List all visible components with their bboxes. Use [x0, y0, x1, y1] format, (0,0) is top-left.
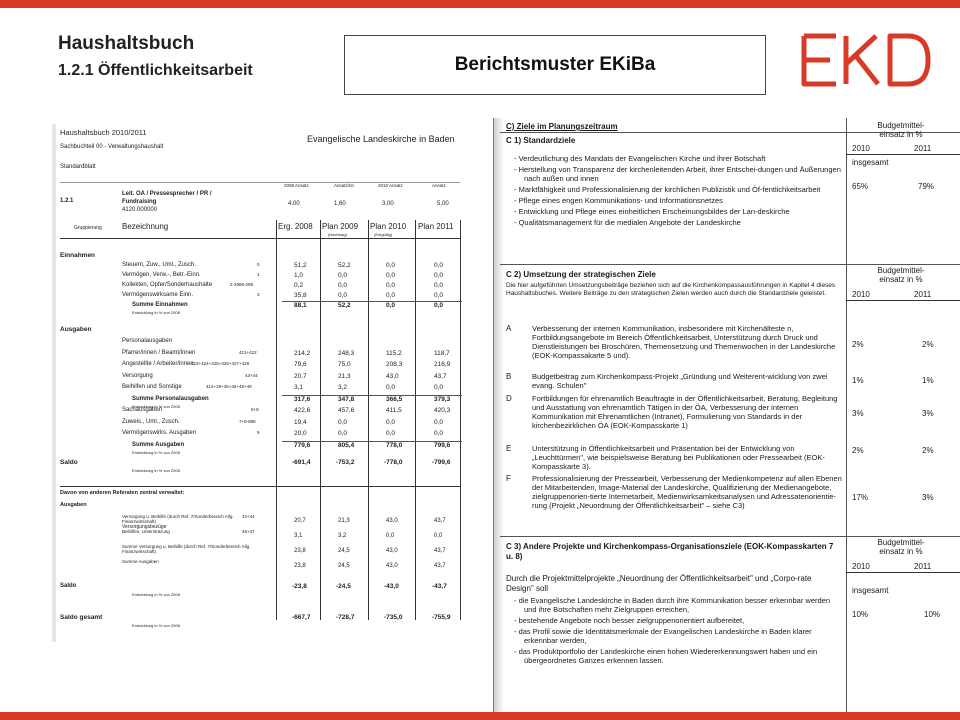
scan-edge: [494, 118, 504, 712]
row-value: 799,6: [434, 441, 451, 449]
row-group-code: 46+47: [242, 529, 255, 534]
row-group-code: 5+6: [251, 407, 259, 412]
c2-pct-2011: 2%: [922, 340, 934, 349]
row-entwicklung: Entwicklung in % von 2008: [132, 592, 180, 597]
row-label: Summe Einnahmen: [132, 302, 188, 308]
row-value: 20,7: [294, 372, 307, 380]
c3-goal-item: - die Evangelische Landeskirche in Baden durch ihre Kommunikation besser erkennbar werden und ihre Botschaften mehr Zielgruppen erreichen,: [514, 596, 831, 614]
row-value: 52,2: [338, 262, 351, 269]
c2-item-text: Fortbildungen für ehrenamtlich Beauftragte in der Öffentlichkeitsarbeit, Beratung, Begleitung und Ausstattung von ehrenamtlich Tätigen in der ÖA, Verbesserung der internen Kommunikation mit Ehrenamtlichen (Intranet), Formulierung von Standards in der kirchenbezirklichen ÖA (EOK-Kompasskarte 1): [532, 394, 838, 430]
row-value: 0,0: [386, 292, 396, 299]
row-group-code: 7+8-888: [239, 418, 256, 424]
saldo2-value: -43,0: [384, 583, 399, 590]
section-davon: Davon von anderen Referaten zentral verwaltet:: [60, 490, 185, 496]
c1-goal-item: - Marktfähigkeit und Professionalisierung der kirchlichen Publizistik und Öf-fentlichkeitsarbeit: [514, 185, 821, 194]
item-leit: Leit. OA / Pressesprecher / PR /: [122, 191, 212, 197]
row-value: 52,2: [338, 302, 351, 309]
col-head: Ansatz/Ist: [334, 183, 354, 188]
row-value: 3,2: [338, 384, 348, 391]
saldo-value: -753,2: [336, 459, 355, 466]
saldo-gesamt-value: -735,0: [384, 614, 403, 621]
saldo2-value: -24,5: [336, 583, 351, 590]
row-value: 457,6: [338, 407, 355, 414]
row-value: 0,0: [386, 418, 396, 426]
row-value: 208,3: [386, 361, 403, 368]
row-value: 43,7: [434, 518, 446, 524]
row-value: 422,6: [294, 407, 311, 414]
row-label: Summe Ausgaben: [122, 559, 159, 564]
c2-item-text: Budgetbeitrag zum Kirchenkompass-Projekt „Gründung und Weiterent-wicklung von zwei evang. Schulen": [532, 372, 828, 390]
row-value: 0,0: [338, 282, 348, 289]
c2-item-key: F: [506, 474, 511, 483]
item-fund: Fundraising: [122, 199, 157, 205]
row-label: Summe Versorgung u. Beihilfe (durch Ref. 7/Sonderbereich Allg. Finanzwirtschaft): [122, 544, 251, 554]
row-value: 0,0: [386, 262, 396, 269]
row-value: 24,5: [338, 563, 350, 569]
c2-item-key: A: [506, 324, 512, 333]
row-entwicklung: Entwicklung in % von 2008: [132, 623, 180, 628]
row-value: 43,7: [434, 372, 447, 380]
year-2010-c2: 2010: [852, 290, 870, 299]
section-einnahmen: Einnahmen: [60, 252, 96, 259]
saldo-gesamt-value: -667,7: [292, 614, 311, 621]
item-num: 4120.000000: [122, 207, 158, 213]
col-divider: [846, 118, 847, 712]
c2-item-key: E: [506, 444, 512, 453]
row-entwicklung: Entwicklung in % von 2008: [132, 449, 180, 455]
row-value: 0,2: [294, 282, 304, 289]
row-label: Personalausgaben: [122, 338, 173, 344]
row-value: 214,2: [294, 349, 311, 357]
c2-item-text: Professionalisierung der Pressearbeit, Verbesserung der Medienkompetenz auf allen Ebenen der Mitarbeitenden, Image-Material der Landeskirche, Qualifizierung der Medienangebote, zielgruppenorien-tierte Internetarbeit, Medienwirksamkeitsanalysen und Adressatenorientie-rung (Projekt „Neuordnung der Öffentlichkeitsarbeit" – siehe C3): [532, 474, 842, 510]
row-saldo-label: Saldo: [60, 459, 78, 466]
row-value: 0,0: [386, 430, 396, 437]
row-group-code: 0: [257, 262, 260, 267]
col-head: 2010 Ansatz: [378, 183, 403, 188]
c2-intro: Die hier aufgeführten Umsetzungsbeiträge beziehen sich auf die Kirchenkompassausführungen in Kapitel 4 dieses Haushaltsbuches. Weitere Beiträge zu den strategischen Zielen werden auch durch die Standardziele geleistet.: [506, 282, 836, 297]
col-sub: (Entgültig): [374, 232, 393, 237]
table-head-left: Haushaltsbuch 2010/2011: [60, 128, 147, 137]
row-value: 0,0: [434, 384, 444, 391]
row-value: 0,0: [434, 282, 444, 289]
saldo2-value: -23,8: [292, 583, 307, 590]
report-template-title: Berichtsmuster EKiBa: [454, 54, 656, 75]
c-title: C) Ziele im Planungszeitraum: [506, 122, 618, 131]
table-blatt: Standardblatt: [60, 164, 96, 170]
row-value: 0,0: [386, 302, 396, 309]
row-value: 0,0: [434, 262, 444, 269]
c1-goal-item: - Qualitätsmanagement für die medialen Angebote der Landeskirche: [514, 218, 741, 227]
row-value: 420,3: [434, 407, 451, 414]
top-val: 5,00: [437, 201, 449, 207]
c2-pct-2011: 1%: [922, 376, 934, 385]
col-head: 2008 Ansatz: [284, 183, 309, 188]
scan-edge: [52, 124, 56, 642]
top-val: 1,60: [334, 201, 346, 207]
row-label: Steuern, Zuw., Uml., Zusch.: [122, 262, 197, 268]
row-entwicklung: Entwicklung in % von 2008: [132, 468, 180, 473]
c3-intro: Durch die Projektmittelprojekte „Neuordnung der Öffentlichkeitsarbeit" und „Corpo-rate Design" soll: [506, 574, 812, 593]
row-group-code: 421+422: [239, 349, 257, 355]
c1-pct-2010: 65%: [852, 182, 869, 191]
row-label: Pfarrer/innen / Beamt/innen: [122, 349, 196, 356]
saldo-value: -799,6: [432, 459, 451, 466]
c3-title: C 3) Andere Projekte und Kirchenkompass-Organisationsziele (EOK-Kompasskarten 7 u. 8): [506, 542, 834, 561]
row-value: 43,0: [386, 518, 398, 524]
divider: [60, 486, 460, 487]
item-code: 1.2.1: [60, 198, 74, 204]
saldo-value: -691,4: [292, 459, 311, 466]
insgesamt-c1: insgesamt: [852, 158, 889, 167]
sum-underline: [282, 395, 462, 396]
row-value: 248,3: [338, 349, 355, 357]
row-value: 20,7: [294, 518, 306, 524]
row-value: 0,0: [434, 418, 444, 426]
row-label: Sachausgaben: [122, 407, 163, 413]
c2-pct-2010: 1%: [852, 376, 864, 385]
col-divider: [368, 220, 369, 620]
row-value: 0,0: [338, 272, 348, 279]
c2-item-text: Unterstützung in Öffentlichkeitsarbeit und Präsentation bei der Entwicklung von „Leuchttürmen", wie beispielsweise Beratung bei Publikationen oder Pressearbeit (EOK-Kompasskarte 3).: [532, 444, 825, 471]
top-accent-bar: [0, 0, 960, 8]
row-value: 23,8: [294, 548, 306, 554]
divider: [846, 572, 960, 573]
row-value: 19,4: [294, 418, 307, 426]
row-value: 0,0: [386, 282, 396, 289]
c3-goal-item: - das Produktportfolio der Landeskirche einen hohen Wiedererkennungswert haben und ein übergeordnetes Ganzes erkennen lassen.: [514, 647, 818, 665]
table-head-right: Evangelische Landeskirche in Baden: [307, 134, 455, 144]
row-value: 366,5: [386, 395, 403, 403]
row-value: 0,0: [434, 302, 444, 309]
c1-goal-item: - Entwicklung und Pflege eines einheitlichen Erscheinungsbildes der Lan-deskirche: [514, 207, 790, 216]
divider: [500, 264, 960, 265]
row-value: 0,0: [338, 418, 348, 426]
c1-pct-2011: 79%: [918, 182, 935, 191]
row-entwicklung: Entwicklung in % von 2008: [132, 403, 180, 409]
saldo2-value: -43,7: [432, 583, 447, 590]
row-label: Vermögenswirksame Einn.: [122, 292, 194, 298]
row-value: 118,7: [434, 349, 450, 357]
row-value: 24,5: [338, 548, 350, 554]
row-label: Summe Personalausgaben: [132, 395, 209, 402]
row-value: 0,0: [434, 533, 443, 539]
row-group-code: 9: [257, 430, 260, 435]
col-sub: (Nachtrag): [328, 232, 347, 237]
c2-title: C 2) Umsetzung der strategischen Ziele: [506, 270, 656, 279]
row-sublabel: Versorgungsbezüge: [122, 524, 167, 530]
col-erg: Erg. 2008: [278, 222, 313, 231]
row-label: Beihilfen, Unterstützung: [122, 529, 170, 534]
col-plan10: Plan 2010: [370, 222, 407, 231]
row-value: 411,5: [386, 407, 402, 414]
row-group-code: 43+44: [245, 372, 258, 378]
divider: [846, 300, 960, 301]
row-value: 805,4: [338, 441, 355, 449]
row-label: Angestellte / Arbeiter/innen: [122, 361, 194, 367]
year-2011-c2: 2011: [914, 290, 932, 299]
c2-pct-2010: 3%: [852, 409, 864, 418]
col-plan11: Plan 2011: [418, 222, 454, 231]
col-divider: [460, 220, 461, 620]
row-group-code: 423+424+425+426+427+429: [191, 361, 250, 366]
c2-item-text: Verbesserung der internen Kommunikation, insbesondere mit Kirchenälteste n, Fortbildungsangebote im Bereich Öffentlichkeitsarbeit, Unterstützung durch Druck und Dienstleistungen bei Broschüren, Themensetzung und Themenwochen in der Landeskirche (EOK-Kompassakarte 5 und).: [532, 324, 836, 360]
saldo-gesamt-value: -755,9: [432, 614, 451, 621]
c2-pct-2010: 2%: [852, 340, 864, 349]
c2-pct-2011: 3%: [922, 493, 934, 502]
row-label: Beihilfen und Sonstige: [122, 384, 182, 390]
slide-subtitle: 1.2.1 Öffentlichkeitsarbeit: [58, 62, 253, 79]
row-value: 88,1: [294, 302, 307, 309]
row-label: Versorgung: [122, 372, 153, 379]
row-value: 3,1: [294, 533, 303, 539]
top-val: 3,00: [382, 201, 394, 207]
sum-underline: [282, 301, 462, 302]
sum-underline: [282, 441, 462, 442]
row-value: 216,9: [434, 361, 451, 368]
c3-goal-item: - das Profil sowie die Identitätsmerkmale der Evangelischen Landeskirche in Baden klarer erkennbar werden,: [514, 627, 812, 645]
row-value: 0,0: [386, 272, 396, 279]
row-value: 347,8: [338, 395, 355, 403]
row-label: Vermögen, Verw.-, Betr.-Einn.: [122, 272, 201, 278]
year-2010-c3: 2010: [852, 562, 870, 571]
row-saldo-gesamt-label: Saldo gesamt: [60, 614, 103, 621]
section-ausgaben-2: Ausgaben: [60, 502, 87, 508]
row-value: 75,0: [338, 361, 351, 368]
c1-goal-item: - Herstellung von Transparenz der kirchenleitenden Arbeit, ihrer Entschei-dungen und Äußerungen nach außen und innen: [514, 165, 841, 183]
c2-item-key: D: [506, 394, 512, 403]
row-value: 0,0: [386, 384, 396, 391]
report-template-box: [344, 35, 766, 95]
col-gruppierung: Gruppierung: [74, 225, 102, 231]
row-value: 43,7: [434, 563, 446, 569]
row-group-code: 43+44: [242, 514, 255, 519]
row-value: 79,6: [294, 361, 307, 368]
row-value: 51,2: [294, 262, 307, 269]
year-2011-c3: 2011: [914, 562, 932, 571]
row-value: 43,0: [386, 372, 399, 380]
year-2010: 2010: [852, 144, 870, 153]
budget-table-scan: [52, 124, 466, 642]
c1-goal-item: - Verdeutlichung des Mandats der Evangelischen Kirche und ihrer Botschaft: [514, 154, 766, 163]
slide-title: Haushaltsbuch: [58, 33, 195, 54]
row-value: 0,0: [434, 430, 444, 437]
row-saldo2-label: Saldo: [60, 583, 77, 589]
row-label: Summe Ausgaben: [132, 441, 185, 448]
row-value: 43,0: [386, 548, 398, 554]
row-value: 317,6: [294, 395, 311, 403]
row-value: 0,0: [338, 292, 348, 299]
row-group-code: 2-2985-299: [230, 282, 254, 287]
goals-scan: [493, 118, 960, 712]
row-value: 43,7: [434, 548, 446, 554]
col-bezeichnung: Bezeichnung: [122, 222, 169, 231]
divider: [846, 154, 960, 155]
col-divider: [276, 220, 277, 620]
row-value: 1,0: [294, 272, 304, 279]
year-2011: 2011: [914, 144, 932, 153]
insgesamt-c3: insgesamt: [852, 586, 889, 595]
c2-item-key: B: [506, 372, 512, 381]
row-group-code: 3: [257, 292, 260, 297]
row-label: Zuweis., Uml., Zusch.: [122, 418, 180, 425]
row-label: Kollekten, Opfer/Sonderhaushalte: [122, 282, 213, 288]
table-sachbuch: Sachbuchteil 00 - Verwaltungshaushalt: [60, 144, 164, 150]
budget-head-c3: Budgetmittel-einsatz in %: [877, 538, 925, 556]
col-divider: [415, 220, 416, 620]
row-value: 35,8: [294, 292, 307, 299]
row-value: 0,0: [338, 430, 348, 437]
row-value: 21,3: [338, 518, 350, 524]
row-value: 379,3: [434, 395, 451, 403]
c2-pct-2010: 2%: [852, 446, 864, 455]
row-value: 779,6: [294, 441, 311, 449]
row-value: 20,0: [294, 430, 307, 437]
c1-goal-item: - Pflege eines engen Kommunikations- und Informationsnetzes: [514, 196, 723, 205]
row-value: 21,3: [338, 372, 351, 380]
row-value: 3,2: [338, 533, 347, 539]
row-value: 43,0: [386, 563, 398, 569]
col-divider: [320, 220, 321, 620]
budget-head-c1: Budgetmittel-einsatz in %: [877, 121, 925, 139]
row-value: 0,0: [386, 533, 395, 539]
saldo-value: -778,0: [384, 459, 403, 466]
ekd-logo-icon: [800, 30, 935, 90]
row-group-code: 414+29+45+46+48+49: [206, 384, 252, 389]
divider: [500, 536, 960, 537]
bottom-accent-bar: [0, 712, 960, 720]
c2-pct-2011: 2%: [922, 446, 934, 455]
row-value: 115,2: [386, 349, 402, 357]
col-plan09: Plan 2009: [322, 222, 359, 231]
section-ausgaben: Ausgaben: [60, 326, 92, 333]
row-value: 3,1: [294, 384, 304, 391]
saldo-gesamt-value: -728,7: [336, 614, 355, 621]
c2-pct-2010: 17%: [852, 493, 869, 502]
row-value: 778,0: [386, 441, 403, 449]
row-label: Vermögenswirks. Ausgaben: [122, 430, 197, 436]
row-value: 0,0: [434, 292, 444, 299]
top-val: 4,00: [288, 201, 300, 207]
divider: [60, 238, 460, 239]
c3-pct-2011: 10%: [924, 610, 941, 619]
c2-pct-2011: 3%: [922, 409, 934, 418]
c3-goal-item: - bestehende Angebote noch besser zielgruppenorientiert aufbereitet,: [514, 616, 745, 625]
c3-pct-2010: 10%: [852, 610, 869, 619]
budget-head-c2: Budgetmittel-einsatz in %: [877, 266, 925, 284]
row-entwicklung: Entwicklung in % von 2008: [132, 310, 180, 315]
c1-title: C 1) Standardziele: [506, 136, 576, 145]
row-group-code: 1: [257, 272, 260, 277]
row-label: Versorgung u. Beihilfe (durch Ref. 7/Sonderbereich Allg. Finanzwirtschaft): [122, 514, 234, 524]
row-value: 23,8: [294, 563, 306, 569]
row-value: 0,0: [434, 272, 444, 279]
col-head: Ansatz: [432, 183, 446, 188]
